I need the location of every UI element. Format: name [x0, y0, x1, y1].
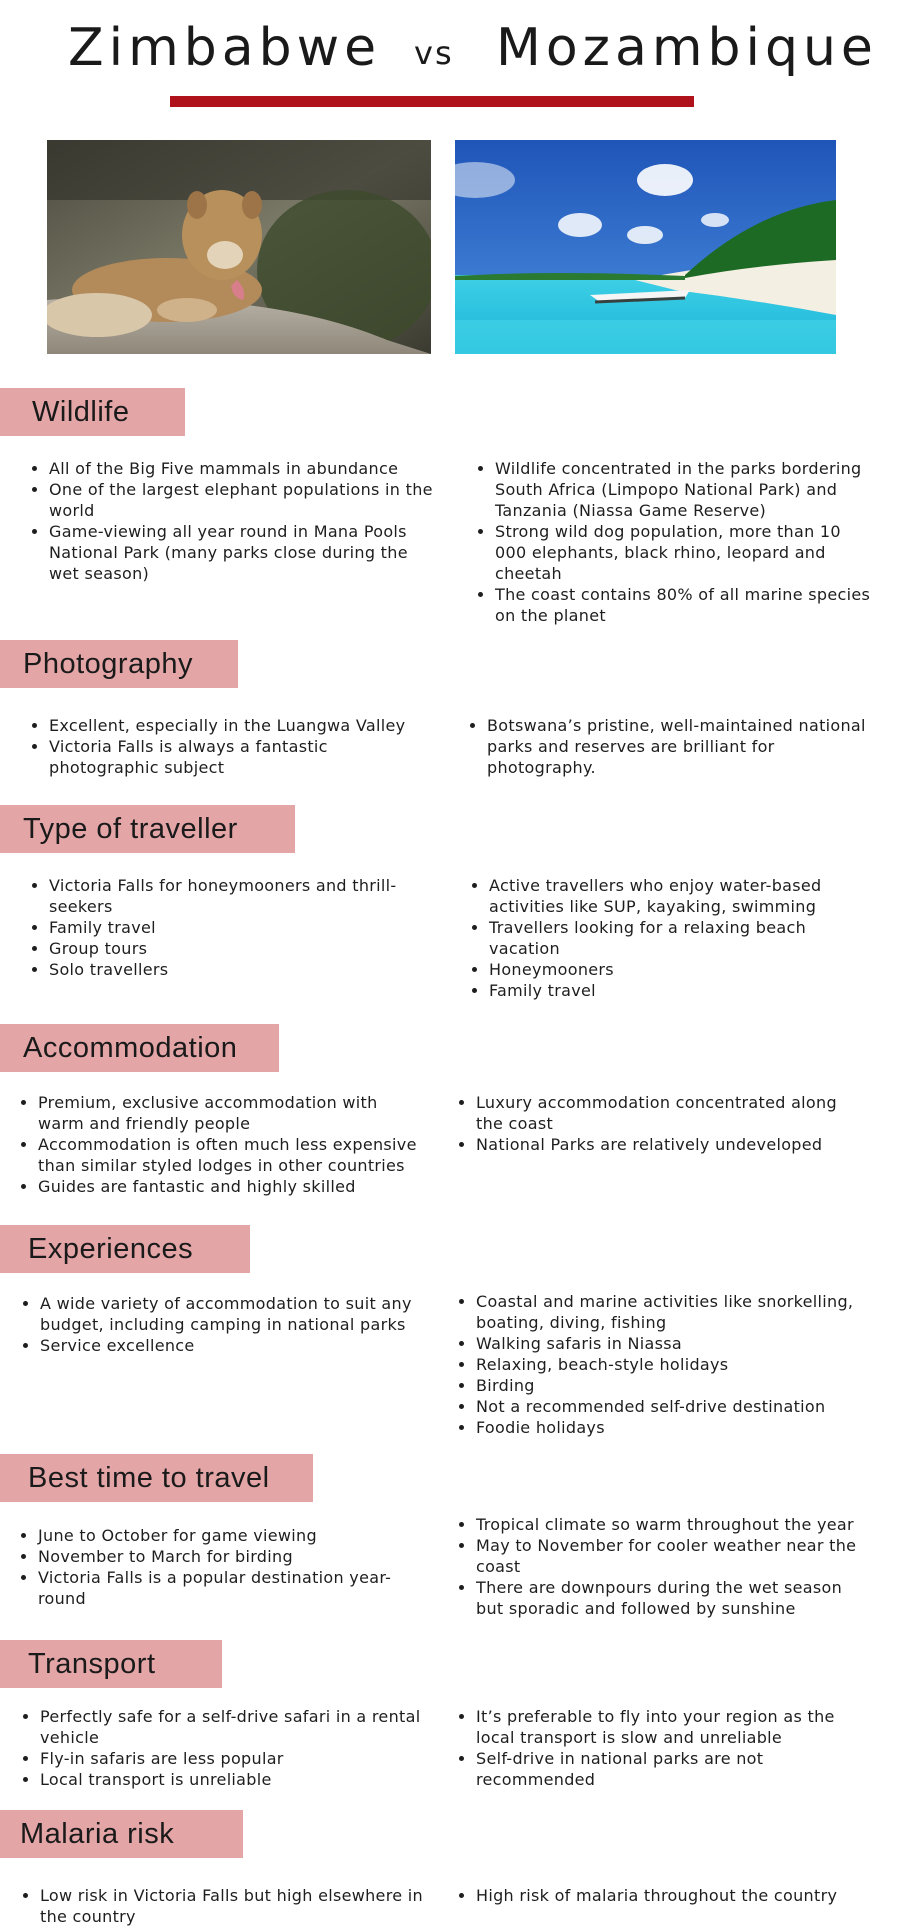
experiences-zimbabwe-list [20, 1293, 430, 1356]
traveller-zimbabwe-list [29, 875, 429, 980]
list-item: • Family travel [49, 917, 429, 938]
section-heading-accommodation: Accommodation [0, 1024, 279, 1072]
list-item: • High risk of malaria throughout the country [476, 1885, 866, 1906]
malaria-zimbabwe-list [20, 1885, 430, 1927]
tropical-beach-photo [455, 140, 836, 354]
experiences-mozambique-list [456, 1291, 866, 1438]
best-time-mozambique-list [456, 1514, 866, 1619]
list-item: • Perfectly safe for a self-drive safari in a rental vehicle [40, 1706, 430, 1748]
list-item: • Local transport is unreliable [40, 1769, 430, 1790]
wildlife-mozambique-list [475, 458, 875, 626]
transport-mozambique-list [456, 1706, 856, 1790]
list-item: • Travellers looking for a relaxing beach vacation [489, 917, 849, 959]
list-item: • Game-viewing all year round in Mana Pools National Park (many parks close during the wet season) [49, 521, 439, 584]
section-heading-best-time-to-travel: Best time to travel [0, 1454, 313, 1502]
list-item: • Guides are fantastic and highly skilled [38, 1176, 428, 1197]
list-item: • Active travellers who enjoy water-based activities like SUP, kayaking, swimming [489, 875, 849, 917]
lioness-photo [47, 140, 431, 354]
title-left-country: Zimbabwe [68, 18, 382, 78]
photography-zimbabwe-list [29, 715, 439, 778]
list-item: • Honeymooners [489, 959, 849, 980]
list-item: • Low risk in Victoria Falls but high elsewhere in the country [40, 1885, 430, 1927]
malaria-mozambique-list [456, 1885, 866, 1906]
list-item: • Victoria Falls is always a fantastic photographic subject [49, 736, 439, 778]
list-item: • There are downpours during the wet season but sporadic and followed by sunshine [476, 1577, 866, 1619]
section-heading-experiences: Experiences [0, 1225, 250, 1273]
list-item: • Tropical climate so warm throughout the year [476, 1514, 866, 1535]
list-item: • Accommodation is often much less expensive than similar styled lodges in other countries [38, 1134, 428, 1176]
list-item: • Victoria Falls is a popular destination year-round [38, 1567, 418, 1609]
list-item: • Solo travellers [49, 959, 429, 980]
list-item: • A wide variety of accommodation to suit any budget, including camping in national parks [40, 1293, 430, 1335]
list-item: • Birding [476, 1375, 866, 1396]
list-item: • Family travel [489, 980, 849, 1001]
title-vs: vs [414, 34, 454, 72]
list-item: • Foodie holidays [476, 1417, 866, 1438]
list-item: • Walking safaris in Niassa [476, 1333, 866, 1354]
best-time-zimbabwe-list [18, 1525, 418, 1609]
list-item: • Not a recommended self-drive destination [476, 1396, 866, 1417]
section-heading-transport: Transport [0, 1640, 222, 1688]
list-item: • Victoria Falls for honeymooners and thrill-seekers [49, 875, 429, 917]
list-item: • It’s preferable to fly into your region as the local transport is slow and unreliable [476, 1706, 856, 1748]
list-item: • Strong wild dog population, more than 10 000 elephants, black rhino, leopard and cheetah [495, 521, 875, 584]
list-item: • Wildlife concentrated in the parks bordering South Africa (Limpopo National Park) and Tanzania (Niassa Game Reserve) [495, 458, 875, 521]
list-item: • June to October for game viewing [38, 1525, 418, 1546]
list-item: • Botswana’s pristine, well-maintained national parks and reserves are brilliant for photography. [487, 715, 877, 778]
transport-zimbabwe-list [20, 1706, 430, 1790]
title-underline [170, 96, 694, 107]
list-item: • May to November for cooler weather near the coast [476, 1535, 866, 1577]
section-heading-photography: Photography [0, 640, 238, 688]
list-item: • Luxury accommodation concentrated along the coast [476, 1092, 856, 1134]
list-item: • One of the largest elephant populations in the world [49, 479, 439, 521]
accommodation-mozambique-list [456, 1092, 856, 1155]
traveller-mozambique-list [469, 875, 849, 1001]
list-item: • All of the Big Five mammals in abundance [49, 458, 439, 479]
page-title [0, 18, 900, 88]
list-item: • Relaxing, beach-style holidays [476, 1354, 866, 1375]
list-item: • Group tours [49, 938, 429, 959]
list-item: • Premium, exclusive accommodation with warm and friendly people [38, 1092, 428, 1134]
list-item: • Self-drive in national parks are not recommended [476, 1748, 856, 1790]
list-item: • Fly-in safaris are less popular [40, 1748, 430, 1769]
section-heading-type-of-traveller: Type of traveller [0, 805, 295, 853]
photography-mozambique-list [467, 715, 877, 778]
section-heading-malaria-risk: Malaria risk [0, 1810, 243, 1858]
title-right-country: Mozambique [496, 18, 878, 78]
section-heading-wildlife: Wildlife [0, 388, 185, 436]
list-item: • Service excellence [40, 1335, 430, 1356]
list-item: • Excellent, especially in the Luangwa Valley [49, 715, 439, 736]
wildlife-zimbabwe-list [29, 458, 439, 584]
list-item: • November to March for birding [38, 1546, 418, 1567]
list-item: • The coast contains 80% of all marine species on the planet [495, 584, 875, 626]
accommodation-zimbabwe-list [18, 1092, 428, 1197]
list-item: • National Parks are relatively undeveloped [476, 1134, 856, 1155]
list-item: • Coastal and marine activities like snorkelling, boating, diving, fishing [476, 1291, 866, 1333]
